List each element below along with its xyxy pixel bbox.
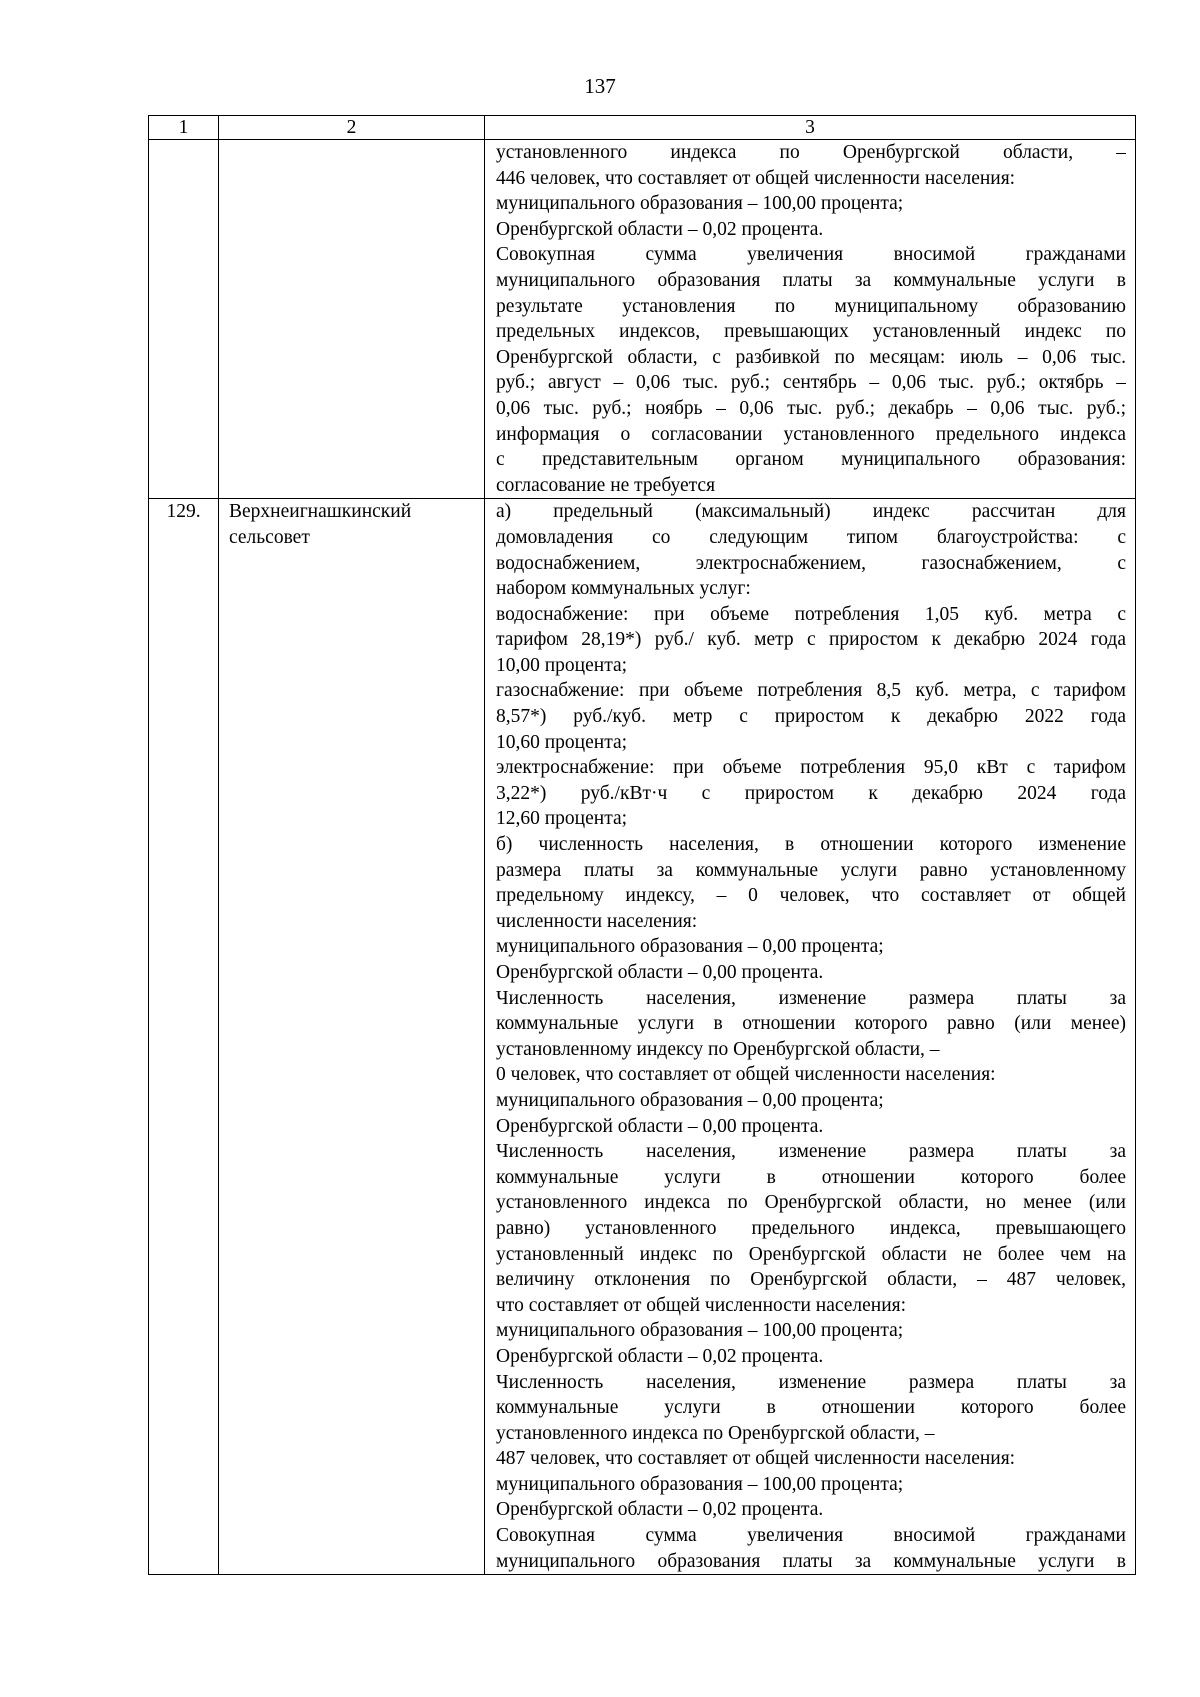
text-line: б) численность населения, в отношении которого изменение <box>496 834 1126 856</box>
text-line: установленный индекс по Оренбургской области не более чем на <box>496 1243 1126 1265</box>
text-line: коммунальные услуги в отношении которого более <box>496 1397 1126 1419</box>
text-line: Численность населения, изменение размера платы за <box>496 1371 1126 1393</box>
text-line: тарифом 28,19*) руб./ куб. метр с приростом к декабрю 2024 года <box>496 629 1126 651</box>
text-line: установленного индекса по Оренбургской области, – <box>496 142 1126 163</box>
text-line: водоснабжением, электроснабжением, газоснабжением, с <box>496 552 1126 574</box>
text-line: размера платы за коммунальные услуги равно установленному <box>496 859 1126 881</box>
text-line: Оренбургской области – 0,00 процента. <box>496 1115 824 1137</box>
text-line: муниципального образования – 100,00 процента; <box>496 193 904 215</box>
text-line: муниципального образования – 0,00 процента; <box>496 1089 884 1111</box>
text-line: 446 человек, что составляет от общей численности населения: <box>496 167 1016 189</box>
text-line: предельных индексов, превышающих установленный индекс по <box>496 321 1126 343</box>
description-lines <box>496 140 1126 498</box>
text-line: информация о согласовании установленного предельного индекса <box>496 423 1126 445</box>
text-line: 8,57*) руб./куб. метр с приростом к декабрю 2022 года <box>496 706 1126 728</box>
row-number-cell <box>149 140 219 499</box>
page-number: 137 <box>584 74 616 98</box>
text-line: установленного индекса по Оренбургской области, – <box>496 1422 935 1444</box>
text-line: 487 человек, что составляет от общей численности населения: <box>496 1448 1016 1470</box>
text-line: 3,22*) руб./кВт·ч с приростом к декабрю 2024 года <box>496 782 1126 804</box>
text-line: муниципального образования – 0,00 процента; <box>496 936 884 958</box>
text-line: электроснабжение: при объеме потребления 95,0 кВт с тарифом <box>496 757 1126 779</box>
text-line: численности населения: <box>496 910 698 932</box>
text-line: набором коммунальных услуг: <box>496 578 751 600</box>
text-line: величину отклонения по Оренбургской области, – 487 человек, <box>496 1269 1126 1291</box>
municipality-name-cell: Верхнеигнашкинский сельсовет <box>219 499 485 1575</box>
text-line: муниципального образования платы за коммунальные услуги в <box>496 269 1126 291</box>
text-line: муниципального образования платы за коммунальные услуги в <box>496 1550 1126 1572</box>
text-line: муниципального образования – 100,00 процента; <box>496 1473 904 1495</box>
text-line: 10,00 процента; <box>496 654 628 676</box>
text-line: Совокупная сумма увеличения вносимой гражданами <box>496 1525 1126 1547</box>
text-line: 0,06 тыс. руб.; ноябрь – 0,06 тыс. руб.; декабрь – 0,06 тыс. руб.; <box>496 397 1126 419</box>
text-line: предельному индексу, – 0 человек, что составляет от общей <box>496 885 1126 907</box>
table-row <box>149 499 1136 1575</box>
text-line: коммунальные услуги в отношении которого равно (или менее) <box>496 1013 1126 1035</box>
text-line: домовладения со следующим типом благоустройства: с <box>496 526 1126 548</box>
text-line: Численность населения, изменение размера платы за <box>496 1141 1126 1163</box>
description-lines <box>496 499 1126 1574</box>
text-line: равно) установленного предельного индекса, превышающего <box>496 1217 1126 1239</box>
text-line: руб.; август – 0,06 тыс. руб.; сентябрь – 0,06 тыс. руб.; октябрь – <box>496 372 1126 394</box>
text-line: 12,60 процента; <box>496 808 628 830</box>
text-line: согласование не требуется <box>496 474 716 496</box>
description-cell <box>485 140 1136 499</box>
table-header-row <box>149 116 1136 140</box>
table-row <box>149 140 1136 499</box>
column-header-2: 2 <box>219 116 485 140</box>
text-line: Совокупная сумма увеличения вносимой гражданами <box>496 244 1126 266</box>
text-line: результате установления по муниципальному образованию <box>496 295 1126 317</box>
row-number-cell: 129. <box>149 499 219 1575</box>
text-line: коммунальные услуги в отношении которого более <box>496 1166 1126 1188</box>
text-line: Оренбургской области – 0,02 процента. <box>496 1499 824 1521</box>
text-line: с представительным органом муниципального образования: <box>496 449 1126 471</box>
text-line: муниципального образования – 100,00 процента; <box>496 1320 904 1342</box>
text-line: что составляет от общей численности населения: <box>496 1294 907 1316</box>
text-line: 0 человек, что составляет от общей численности населения: <box>496 1064 996 1086</box>
text-line: установленного индекса по Оренбургской области, но менее (или <box>496 1192 1126 1214</box>
text-line: установленному индексу по Оренбургской области, – <box>496 1038 940 1060</box>
description-cell <box>485 499 1136 1575</box>
text-line: Оренбургской области – 0,02 процента. <box>496 218 824 240</box>
text-line: Оренбургской области – 0,02 процента. <box>496 1345 824 1367</box>
text-line: Оренбургской области, с разбивкой по месяцам: июль – 0,06 тыс. <box>496 346 1126 368</box>
document-table <box>148 115 1136 1575</box>
text-line: газоснабжение: при объеме потребления 8,5 куб. метра, с тарифом <box>496 680 1126 702</box>
text-line: Численность населения, изменение размера платы за <box>496 987 1126 1009</box>
text-line: 10,60 процента; <box>496 731 628 753</box>
municipality-name-cell <box>219 140 485 499</box>
text-line: а) предельный (максимальный) индекс рассчитан для <box>496 501 1126 523</box>
text-line: Оренбургской области – 0,00 процента. <box>496 962 824 983</box>
column-header-3: 3 <box>485 116 1136 140</box>
column-header-1: 1 <box>149 116 219 140</box>
text-line: водоснабжение: при объеме потребления 1,05 куб. метра с <box>496 603 1126 625</box>
